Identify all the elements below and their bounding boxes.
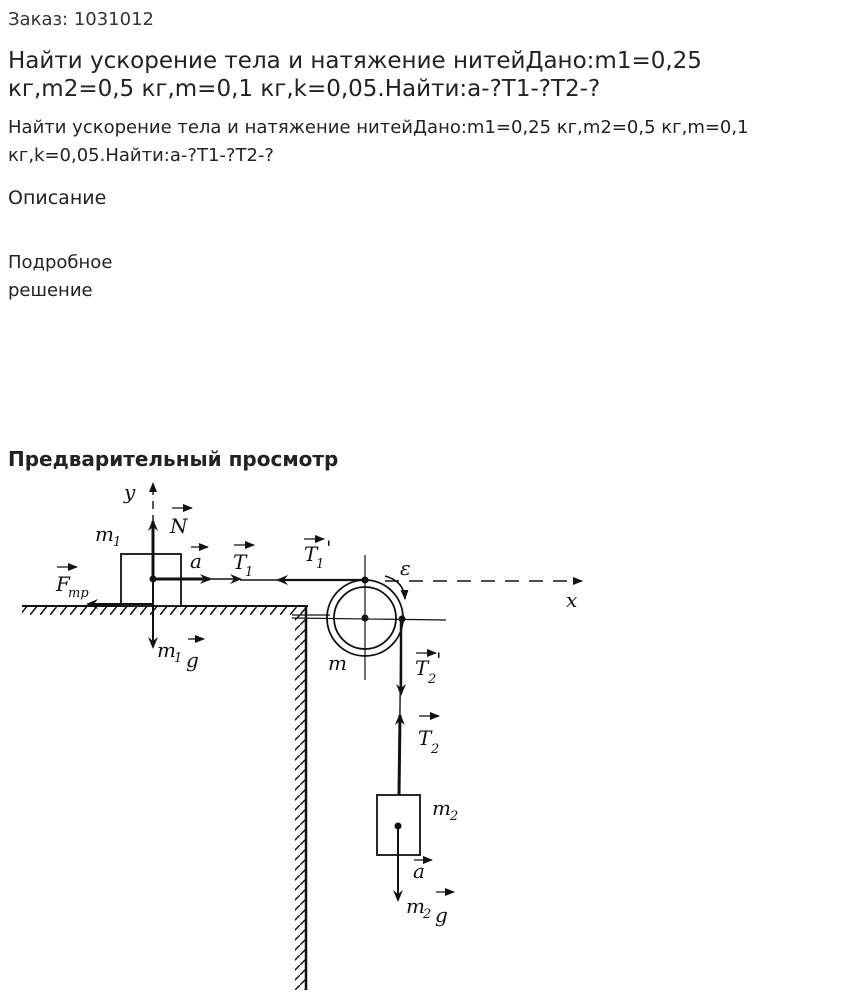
m1g-label: m — [157, 638, 176, 662]
x-axis-label: x — [566, 588, 578, 612]
order-number: Заказ: 1031012 — [8, 9, 154, 30]
m2g-label: m — [406, 894, 425, 918]
g2-label: g — [435, 903, 448, 927]
m1g-subscript: 1 — [174, 651, 183, 666]
T2-prime-label: T — [415, 656, 429, 680]
T1-prime-mark: ' — [326, 536, 332, 560]
problem-text: Найти ускорение тела и натяжение нитейДано:m1=0,25 кг,m2=0,5 кг,m=0,1 кг,k=0,05.Найти:a-?T1-?T2-? — [8, 117, 749, 166]
problem-title: Найти ускорение тела и натяжение нитейДано:m1=0,25 кг,m2=0,5 кг,m=0,1 кг,k=0,05.Найти:a-?T1-?T2-? — [8, 48, 702, 102]
T1-subscript: 1 — [245, 565, 254, 580]
T1-prime-label: T — [304, 542, 318, 566]
a2-label: a — [413, 859, 425, 883]
m1-label: m — [95, 522, 114, 546]
N-label: N — [170, 514, 188, 538]
T1-prime-subscript: 1 — [316, 557, 325, 572]
preview-heading: Предварительный просмотр — [8, 447, 339, 471]
epsilon-label: ε — [400, 556, 411, 580]
T1-label: T — [233, 550, 247, 574]
m1-subscript: 1 — [113, 535, 122, 550]
table-surface — [22, 606, 308, 615]
T2-prime-mark: ' — [436, 648, 442, 672]
m2-label: m — [432, 796, 451, 820]
description-label: Описание — [8, 187, 107, 209]
table-wall — [295, 606, 306, 990]
m2-subscript: 2 — [450, 809, 459, 824]
preview-figure — [0, 475, 847, 1005]
friction-label: F — [56, 572, 70, 596]
pulley-mass-label: m — [328, 651, 347, 675]
g-label: g — [186, 648, 199, 672]
y-axis-label: y — [124, 480, 136, 504]
a-label: a — [190, 549, 202, 573]
m2g-subscript: 2 — [423, 907, 432, 922]
T2-label: T — [418, 726, 432, 750]
T2-subscript: 2 — [431, 742, 440, 757]
physics-diagram — [0, 475, 847, 1005]
friction-subscript: тр — [68, 586, 89, 601]
detailed-solution-label[interactable]: Подробное решение — [8, 252, 113, 301]
tension-T2-arrow — [399, 715, 400, 795]
T2-prime-subscript: 2 — [428, 672, 437, 687]
